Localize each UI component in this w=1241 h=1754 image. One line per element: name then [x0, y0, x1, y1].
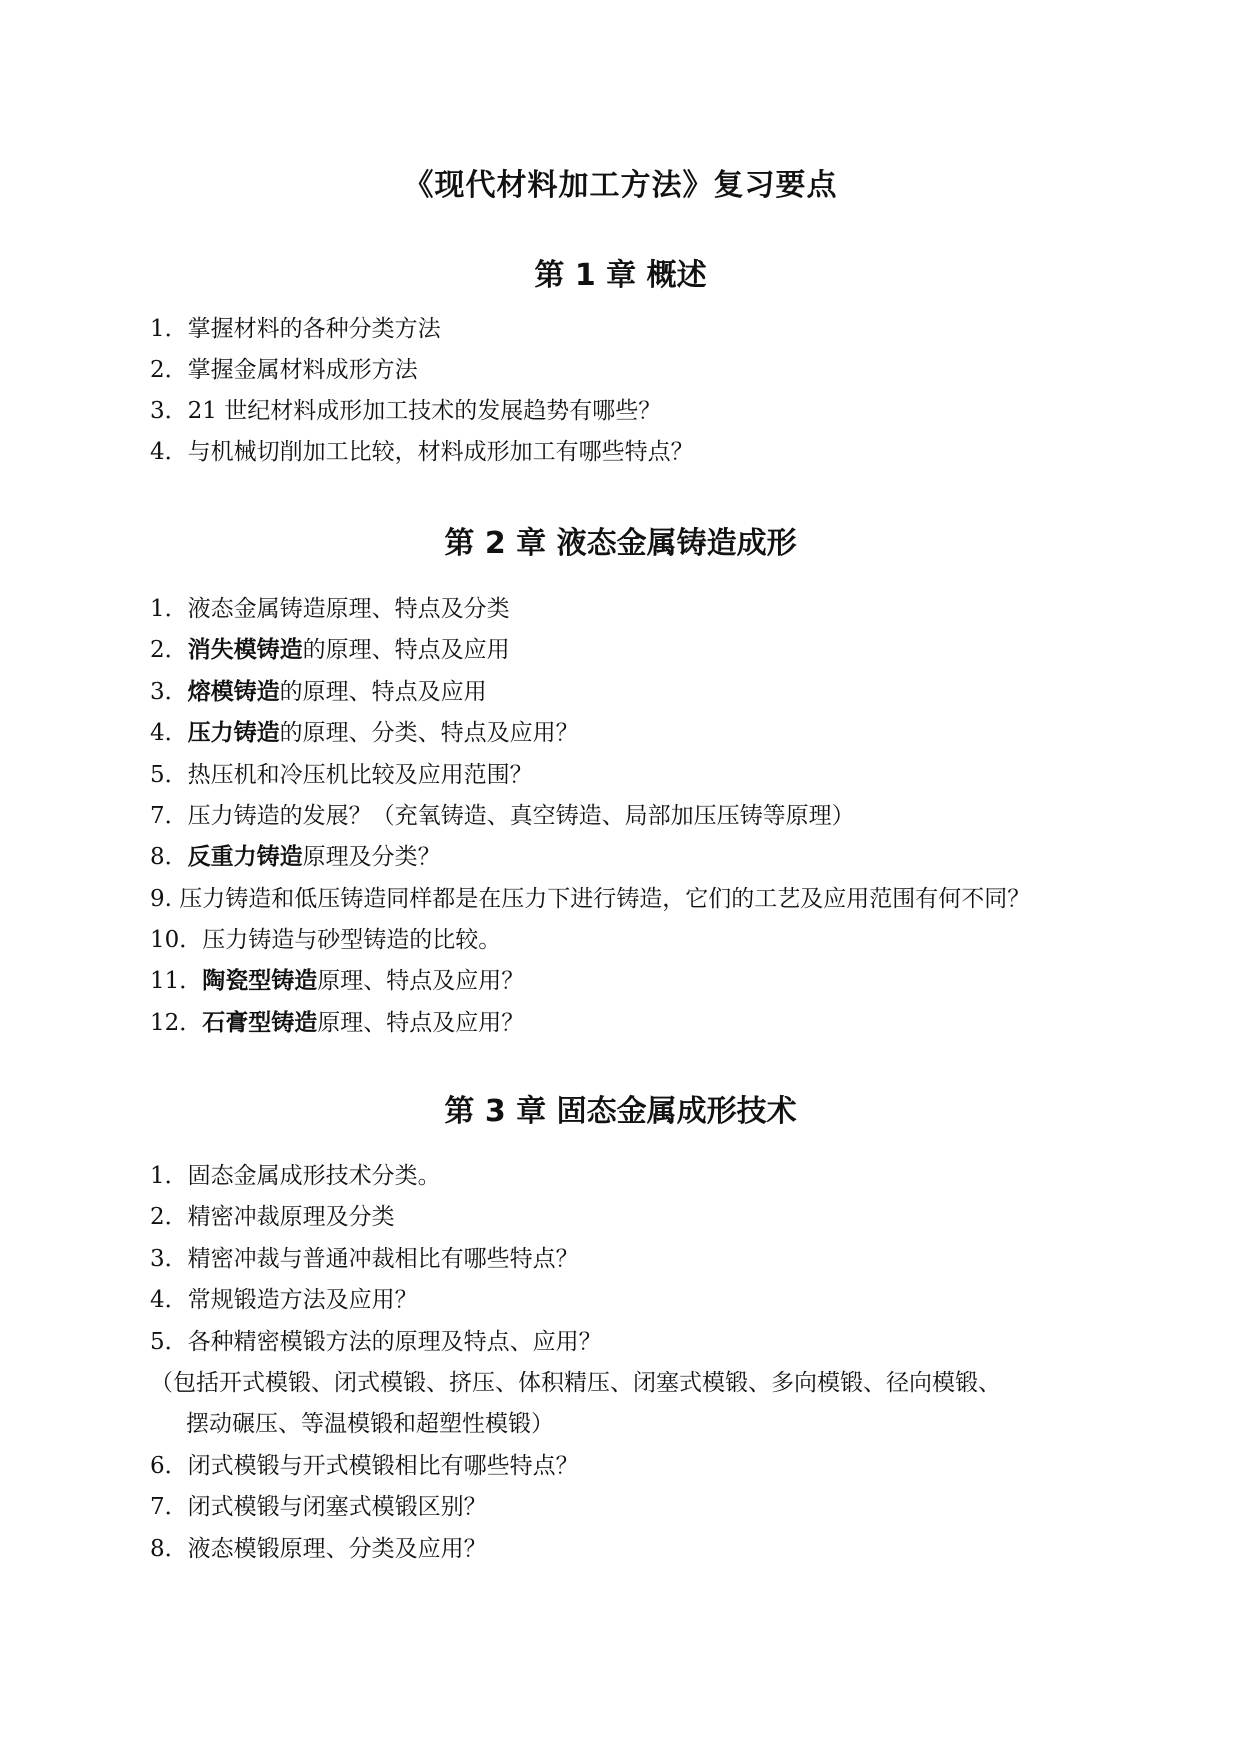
list-item: 5．热压机和冷压机比较及应用范围？ — [150, 762, 533, 788]
list-item: 4．与机械切削加工比较，材料成形加工有哪些特点？ — [150, 439, 694, 465]
list-item: 8．液态模锻原理、分类及应用？ — [150, 1536, 487, 1562]
list-item: 1．固态金属成形技术分类。 — [150, 1163, 441, 1189]
list-item: 12．石膏型铸造原理、特点及应用？ — [150, 1010, 525, 1036]
chapter-3-heading: 第 3 章 固态金属成形技术 — [444, 1094, 797, 1129]
key-term: 熔模铸造 — [187, 679, 280, 705]
key-term: 压力铸造 — [187, 720, 280, 746]
chapter-2-heading: 第 2 章 液态金属铸造成形 — [444, 526, 797, 561]
list-item: 5．各种精密模锻方法的原理及特点、应用？ — [150, 1329, 602, 1355]
list-item-note: （包括开式模锻、闭式模锻、挤压、体积精压、闭塞式模锻、多向模锻、径向模锻、 — [150, 1370, 1001, 1396]
list-item: 4．压力铸造的原理、分类、特点及应用？ — [150, 720, 579, 746]
chapter-1-heading: 第 1 章 概述 — [534, 258, 707, 293]
list-item: 10．压力铸造与砂型铸造的比较。 — [150, 927, 502, 953]
list-item: 1．液态金属铸造原理、特点及分类 — [150, 596, 510, 622]
list-item: 8．反重力铸造原理及分类？ — [150, 844, 441, 870]
list-item: 3．21 世纪材料成形加工技术的发展趋势有哪些？ — [150, 398, 662, 424]
key-term: 反重力铸造 — [187, 844, 303, 870]
list-item: 9. 压力铸造和低压铸造同样都是在压力下进行铸造，它们的工艺及应用范围有何不同？ — [150, 886, 1031, 912]
list-item: 4．常规锻造方法及应用？ — [150, 1287, 418, 1313]
list-item: 1．掌握材料的各种分类方法 — [150, 316, 441, 342]
list-item: 6．闭式模锻与开式模锻相比有哪些特点？ — [150, 1453, 579, 1479]
list-item: 11．陶瓷型铸造原理、特点及应用？ — [150, 968, 525, 994]
list-item: 7．闭式模锻与闭塞式模锻区别？ — [150, 1494, 487, 1520]
key-term: 消失模铸造 — [187, 637, 303, 663]
list-item: 7．压力铸造的发展？（充氧铸造、真空铸造、局部加压压铸等原理） — [150, 803, 855, 829]
list-item: 2．精密冲裁原理及分类 — [150, 1204, 395, 1230]
list-item: 3．熔模铸造的原理、特点及应用 — [150, 679, 487, 705]
list-item: 2．消失模铸造的原理、特点及应用 — [150, 637, 510, 663]
list-item-note: 摆动碾压、等温模锻和超塑性模锻） — [186, 1411, 554, 1437]
key-term: 陶瓷型铸造 — [202, 968, 318, 994]
document-title: 《现代材料加工方法》复习要点 — [403, 168, 838, 203]
list-item: 3．精密冲裁与普通冲裁相比有哪些特点？ — [150, 1246, 579, 1272]
key-term: 石膏型铸造 — [202, 1010, 318, 1036]
list-item: 2．掌握金属材料成形方法 — [150, 357, 418, 383]
